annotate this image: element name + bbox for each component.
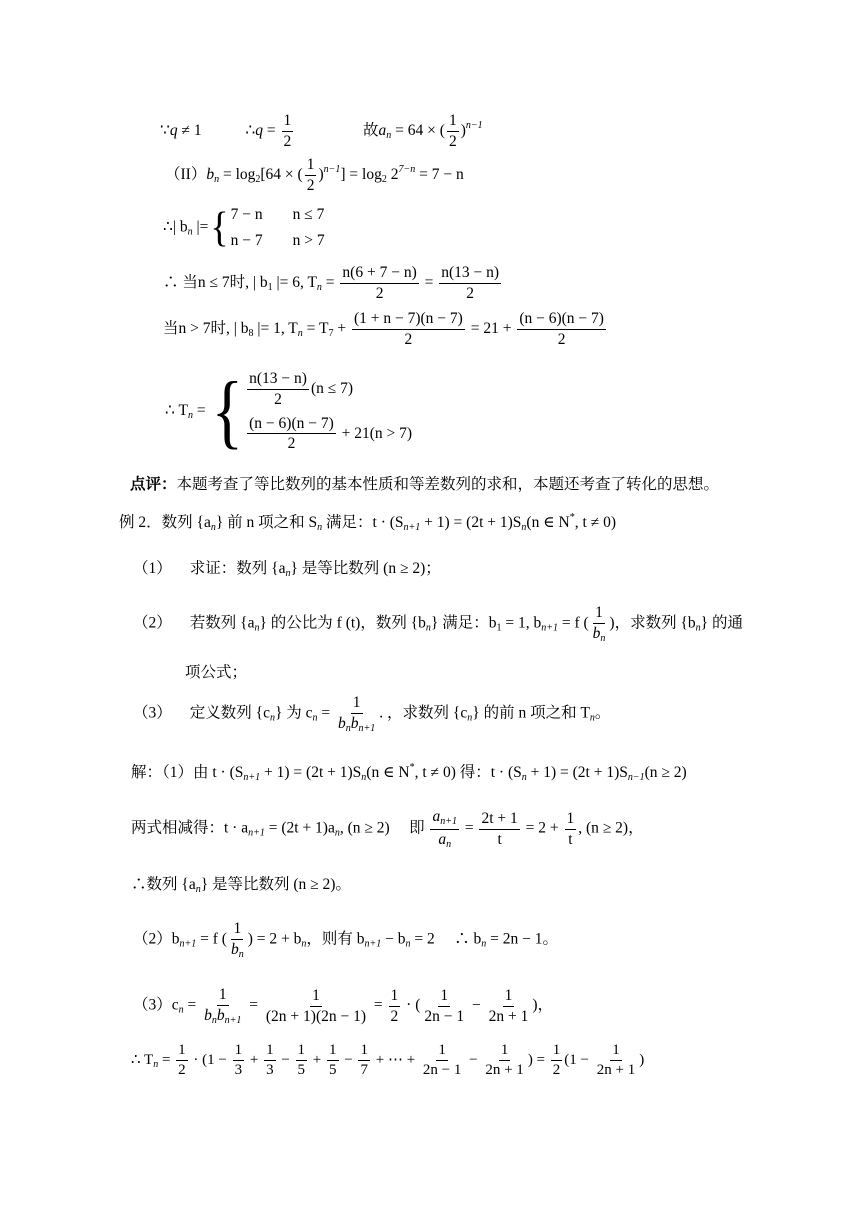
question-2-continuation: 项公式；: [185, 664, 248, 681]
line-case-n-le-7: ∴ 当n ≤ 7时, | $b_1$ |= 6, $T_n$ = $\frac{n(6 + 7 - n)}{2}$ = $\frac{n(13 - n)}{2}$: [163, 264, 500, 302]
example-2-statement: 例 2．数列 $\{a_n\}$ 前 n 项之和 $S_n$ 满足：$t \cdot (S_{n+1} + 1) = (2t + 1)S_n(n$ ∈ N*, t ≠ 0): [119, 512, 616, 533]
question-2: （2） 若数列 $\{a_n\}$ 的公比为 f (t)，数列 $\{b_n\}$ 满足：$b_1 = 1$, $b_{n+1} = f$ ( $\frac{1}{b_n}$ )，求数列 $\{b_n\}$ 的通: [133, 604, 743, 644]
comment-paragraph: 点评：本题考查了等比数列的基本性质和等差数列的求和，本题还考查了转化的思想。: [130, 476, 720, 493]
line-tn-cases: ∴ $T_n$ = { $\frac{n(13 - n)}{2}$ (n ≤ 7) $\frac{(n - 6)(n - 7)}{2}$ + 21(n > 7): [165, 365, 413, 457]
line-abs-bn-cases: ∴| $b_n$ |={ 7 − n n ≤ 7 n − 7 n > 7: [163, 204, 325, 252]
solution-part-3: $(3)c_n$ = $\frac{1}{b_nb_{n+1}}$ = $\frac{1}{(2n + 1)(2n - 1)}$ = $\frac{1}{2}$ · ( $\frac{1}{2n - 1}$ − $\frac{1}{2n + 1}$ )，: [133, 986, 554, 1026]
line-case-n-gt-7: 当n > 7时, | $b_8$ |= 1, $T_n = T_7$ + $\frac{(1 + n - 7)(n - 7)}{2}$ = 21 + $\frac{(n - 6)(n - 7)}{2}$: [163, 310, 604, 348]
solution-conclusion-1: ∴数列 $\{a_n\}$ 是等比数列 (n ≥ 2)。: [131, 876, 351, 895]
solution-part-1: 解：（1）由 $t \cdot (S_{n+1} + 1) = (2t + 1)S_n(n$ ∈ N*, t ≠ 0) 得：$t \cdot (S_n + 1) = (2t + 1)S_{n-1}(n \ge 2)$: [131, 762, 687, 783]
solution-tn-sum: ∴ $T_n$ = $\frac{1}{2}$ · (1 − $\frac{1}{3}$ + $\frac{1}{3}$ − $\frac{1}{5}$ + $\frac{1}{5}$ − $\frac{1}{7}$ + ⋯ + $\frac{1}{2n - 1}$ − $\frac{1}{2n + 1}$ ) = $\frac{1}{2}$ (1 − $\frac{1}{2n + 1}$ ): [131, 1042, 645, 1079]
solution-part-2: $(2)b_{n+1} = f$ ( $\frac{1}{b_n}$ ) = $2 + b_n$，则有 $b_{n+1} - b_n = 2$ ∴ $b_n = 2n - 1$。: [133, 920, 558, 960]
question-1: （1） 求证：数列 $\{a_n\}$ 是等比数列 (n ≥ 2)；: [133, 560, 441, 579]
line-bn-definition: $(II)b_n = \log_2[64$ × ( $\frac{1}{2}$ )$^{n-1}] = \log_2 2^{7-n} = 7 - n$: [165, 156, 464, 194]
solution-subtract: 两式相减得：$t \cdot a_{n+1} = (2t + 1)a_n$, (n ≥ 2) 即 $\frac{a_{n+1}}{a_n}$ = $\frac{2t + 1}{t}$ = 2 + $\frac{1}{t}$ , (n ≥ 2)，: [131, 808, 644, 850]
question-3: （3） 定义数列 $\{c_n\}$ 为 $c_n$ = $\frac{1}{b_nb_{n+1}}$ . ，求数列 $\{c_n\}$ 的前 n 项之和 $T_n$。: [133, 694, 611, 734]
line-q-value: ∵q ≠ 1 ∴q = $\frac{1}{2}$ 故$a_n = 64$ × ( $\frac{1}{2}$ )$^{n-1}$: [160, 112, 483, 150]
fraction-half: $\frac{1}{2}$: [283, 112, 292, 150]
